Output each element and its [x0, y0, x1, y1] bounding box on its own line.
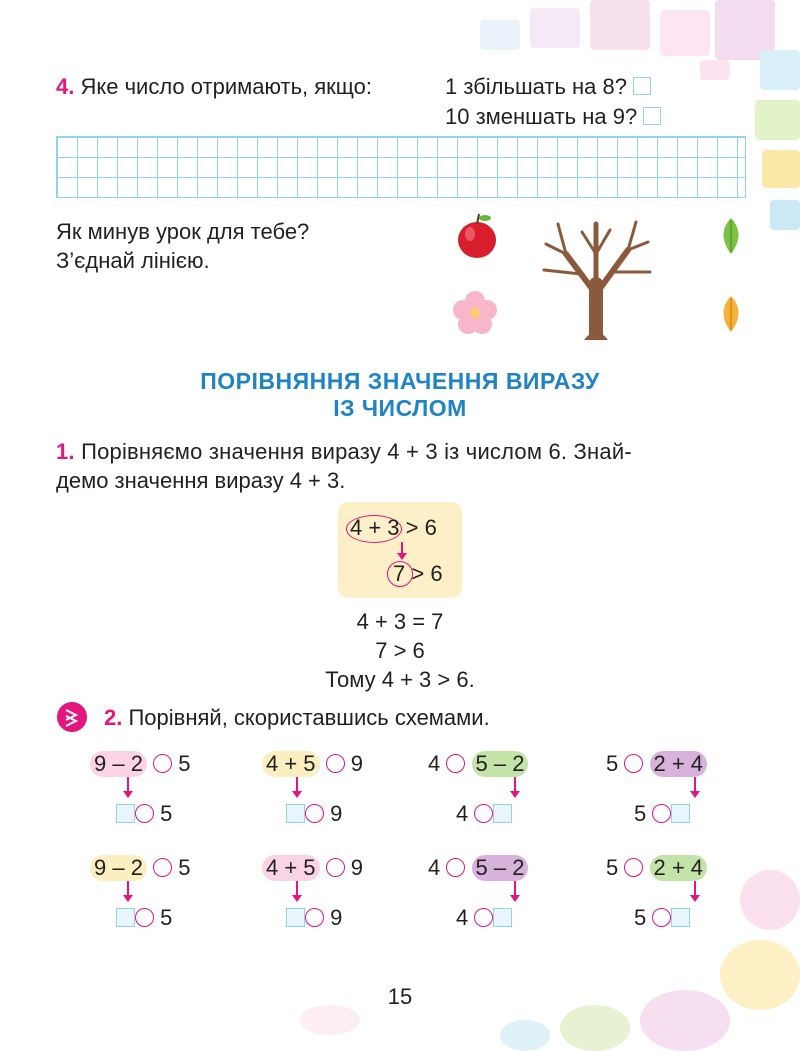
answer-box[interactable]: [116, 908, 135, 927]
answer-row: [456, 801, 512, 827]
compare-circle[interactable]: [326, 858, 345, 877]
compare-circle[interactable]: [474, 908, 493, 927]
step-line3: Тому 4 + 3 > 6.: [325, 667, 475, 692]
answer-box[interactable]: [633, 77, 651, 95]
section-title-line2: ІЗ ЧИСЛОМ: [333, 395, 467, 421]
yellow-leaf-icon[interactable]: [716, 294, 746, 334]
scheme-row1: [350, 515, 437, 541]
compare-number: 9: [350, 751, 364, 776]
green-leaf-icon[interactable]: [716, 216, 746, 256]
scheme-value: 7: [393, 561, 406, 586]
compare-number: 9: [350, 855, 364, 880]
task4-question: [56, 74, 372, 100]
expression-pill: 4 + 5: [262, 855, 320, 881]
compare-circle[interactable]: [135, 908, 154, 927]
answer-box[interactable]: [286, 908, 305, 927]
task1-text: Порівняємо значення виразу 4 + 3 із числом 6. Знай-: [81, 439, 632, 464]
scheme-row2: [393, 561, 443, 587]
compare-circle[interactable]: [135, 804, 154, 823]
scheme-compare: > 6: [405, 515, 437, 540]
expression-pill: 9 – 2: [90, 855, 147, 881]
answer-box[interactable]: [671, 804, 690, 823]
compare-item: [606, 751, 707, 777]
answer-box[interactable]: [116, 804, 135, 823]
compare-circle[interactable]: [446, 858, 465, 877]
compare-number: 5: [178, 751, 191, 776]
task4-number: 4.: [56, 74, 75, 99]
task1-text-line1: [56, 439, 632, 465]
task4-question-text: Яке число отримають, якщо:: [80, 74, 373, 99]
scheme-compare2: > 6: [411, 561, 443, 586]
scheme-arrow: [127, 777, 129, 792]
compare-item: [90, 751, 190, 777]
task4-line2: [445, 104, 661, 130]
compare-item: [262, 855, 363, 881]
scheme-arrow: [127, 881, 129, 896]
compare-circle[interactable]: [624, 858, 643, 877]
expression-pill: 5 – 2: [472, 855, 529, 881]
scheme-arrow: [514, 881, 516, 896]
answer-box[interactable]: [286, 804, 305, 823]
tree-icon: [536, 214, 656, 340]
compare-number: 4: [456, 905, 469, 930]
answer-row: [116, 801, 172, 827]
task4-line2-text: 10 зменшать на 9?: [445, 104, 638, 129]
task4-line1: [445, 74, 651, 100]
answer-row: [286, 905, 342, 931]
page-number: 15: [387, 984, 413, 1009]
task1-number: 1.: [56, 439, 75, 464]
expression-pill: 2 + 4: [650, 751, 708, 777]
task1-text-line2: демо значення виразу 4 + 3.: [56, 468, 346, 493]
apple-icon[interactable]: [455, 212, 499, 260]
scheme-arrow: [694, 881, 696, 896]
compare-circle[interactable]: [624, 754, 643, 773]
scheme-arrow: [514, 777, 516, 792]
compare-number: 5: [606, 855, 619, 880]
expression-pill: 5 – 2: [472, 751, 529, 777]
compare-number: 5: [160, 905, 173, 930]
answer-row: [116, 905, 172, 931]
answer-row: [286, 801, 342, 827]
compare-circle[interactable]: [153, 858, 172, 877]
task4-line1-text: 1 збільшать на 8?: [445, 74, 627, 99]
answer-row: [456, 905, 512, 931]
reflection-line1: Як минув урок для тебе?: [56, 219, 310, 244]
step-line1: 4 + 3 = 7: [356, 609, 444, 634]
compare-number: 4: [428, 855, 441, 880]
answer-row: [634, 905, 690, 931]
compare-circle[interactable]: [326, 754, 345, 773]
compare-circle[interactable]: [446, 754, 465, 773]
task2-text: [104, 705, 490, 731]
compare-number: 9: [330, 801, 343, 826]
compare-circle[interactable]: [305, 908, 324, 927]
answer-row: [634, 801, 690, 827]
flower-icon[interactable]: [452, 290, 498, 336]
compare-circle[interactable]: [652, 908, 671, 927]
compare-item: [606, 855, 707, 881]
pair-work-icon: [56, 701, 88, 733]
answer-box[interactable]: [671, 908, 690, 927]
scheme-arrow: [401, 542, 403, 554]
reflection-line2: З’єднай лінією.: [56, 248, 210, 273]
section-title-line1: ПОРІВНЯННЯ ЗНАЧЕННЯ ВИРАЗУ: [200, 368, 600, 394]
answer-box[interactable]: [493, 804, 512, 823]
compare-number: 9: [330, 905, 343, 930]
compare-number: 5: [178, 855, 191, 880]
compare-circle[interactable]: [305, 804, 324, 823]
expression-pill: 4 + 5: [262, 751, 320, 777]
compare-item: [428, 751, 528, 777]
compare-circle[interactable]: [153, 754, 172, 773]
task2-instruction: Порівняй, скориставшись схемами.: [128, 705, 490, 730]
scheme-arrow: [296, 777, 298, 792]
compare-number: 5: [634, 801, 647, 826]
compare-number: 5: [634, 905, 647, 930]
answer-box[interactable]: [493, 908, 512, 927]
expression-pill: 9 – 2: [90, 751, 147, 777]
writing-grid[interactable]: [56, 136, 746, 198]
compare-item: [262, 751, 363, 777]
compare-number: 4: [456, 801, 469, 826]
compare-circle[interactable]: [474, 804, 493, 823]
expression-pill: 2 + 4: [650, 855, 708, 881]
compare-item: [428, 855, 528, 881]
scheme-expression: 4 + 3: [350, 515, 400, 540]
compare-number: 5: [160, 801, 173, 826]
compare-circle[interactable]: [652, 804, 671, 823]
compare-number: 4: [428, 751, 441, 776]
scheme-arrow: [296, 881, 298, 896]
answer-box[interactable]: [643, 107, 661, 125]
compare-number: 5: [606, 751, 619, 776]
compare-item: [90, 855, 190, 881]
scheme-arrow: [694, 777, 696, 792]
task2-number: 2.: [104, 705, 123, 730]
step-line2: 7 > 6: [375, 638, 425, 663]
